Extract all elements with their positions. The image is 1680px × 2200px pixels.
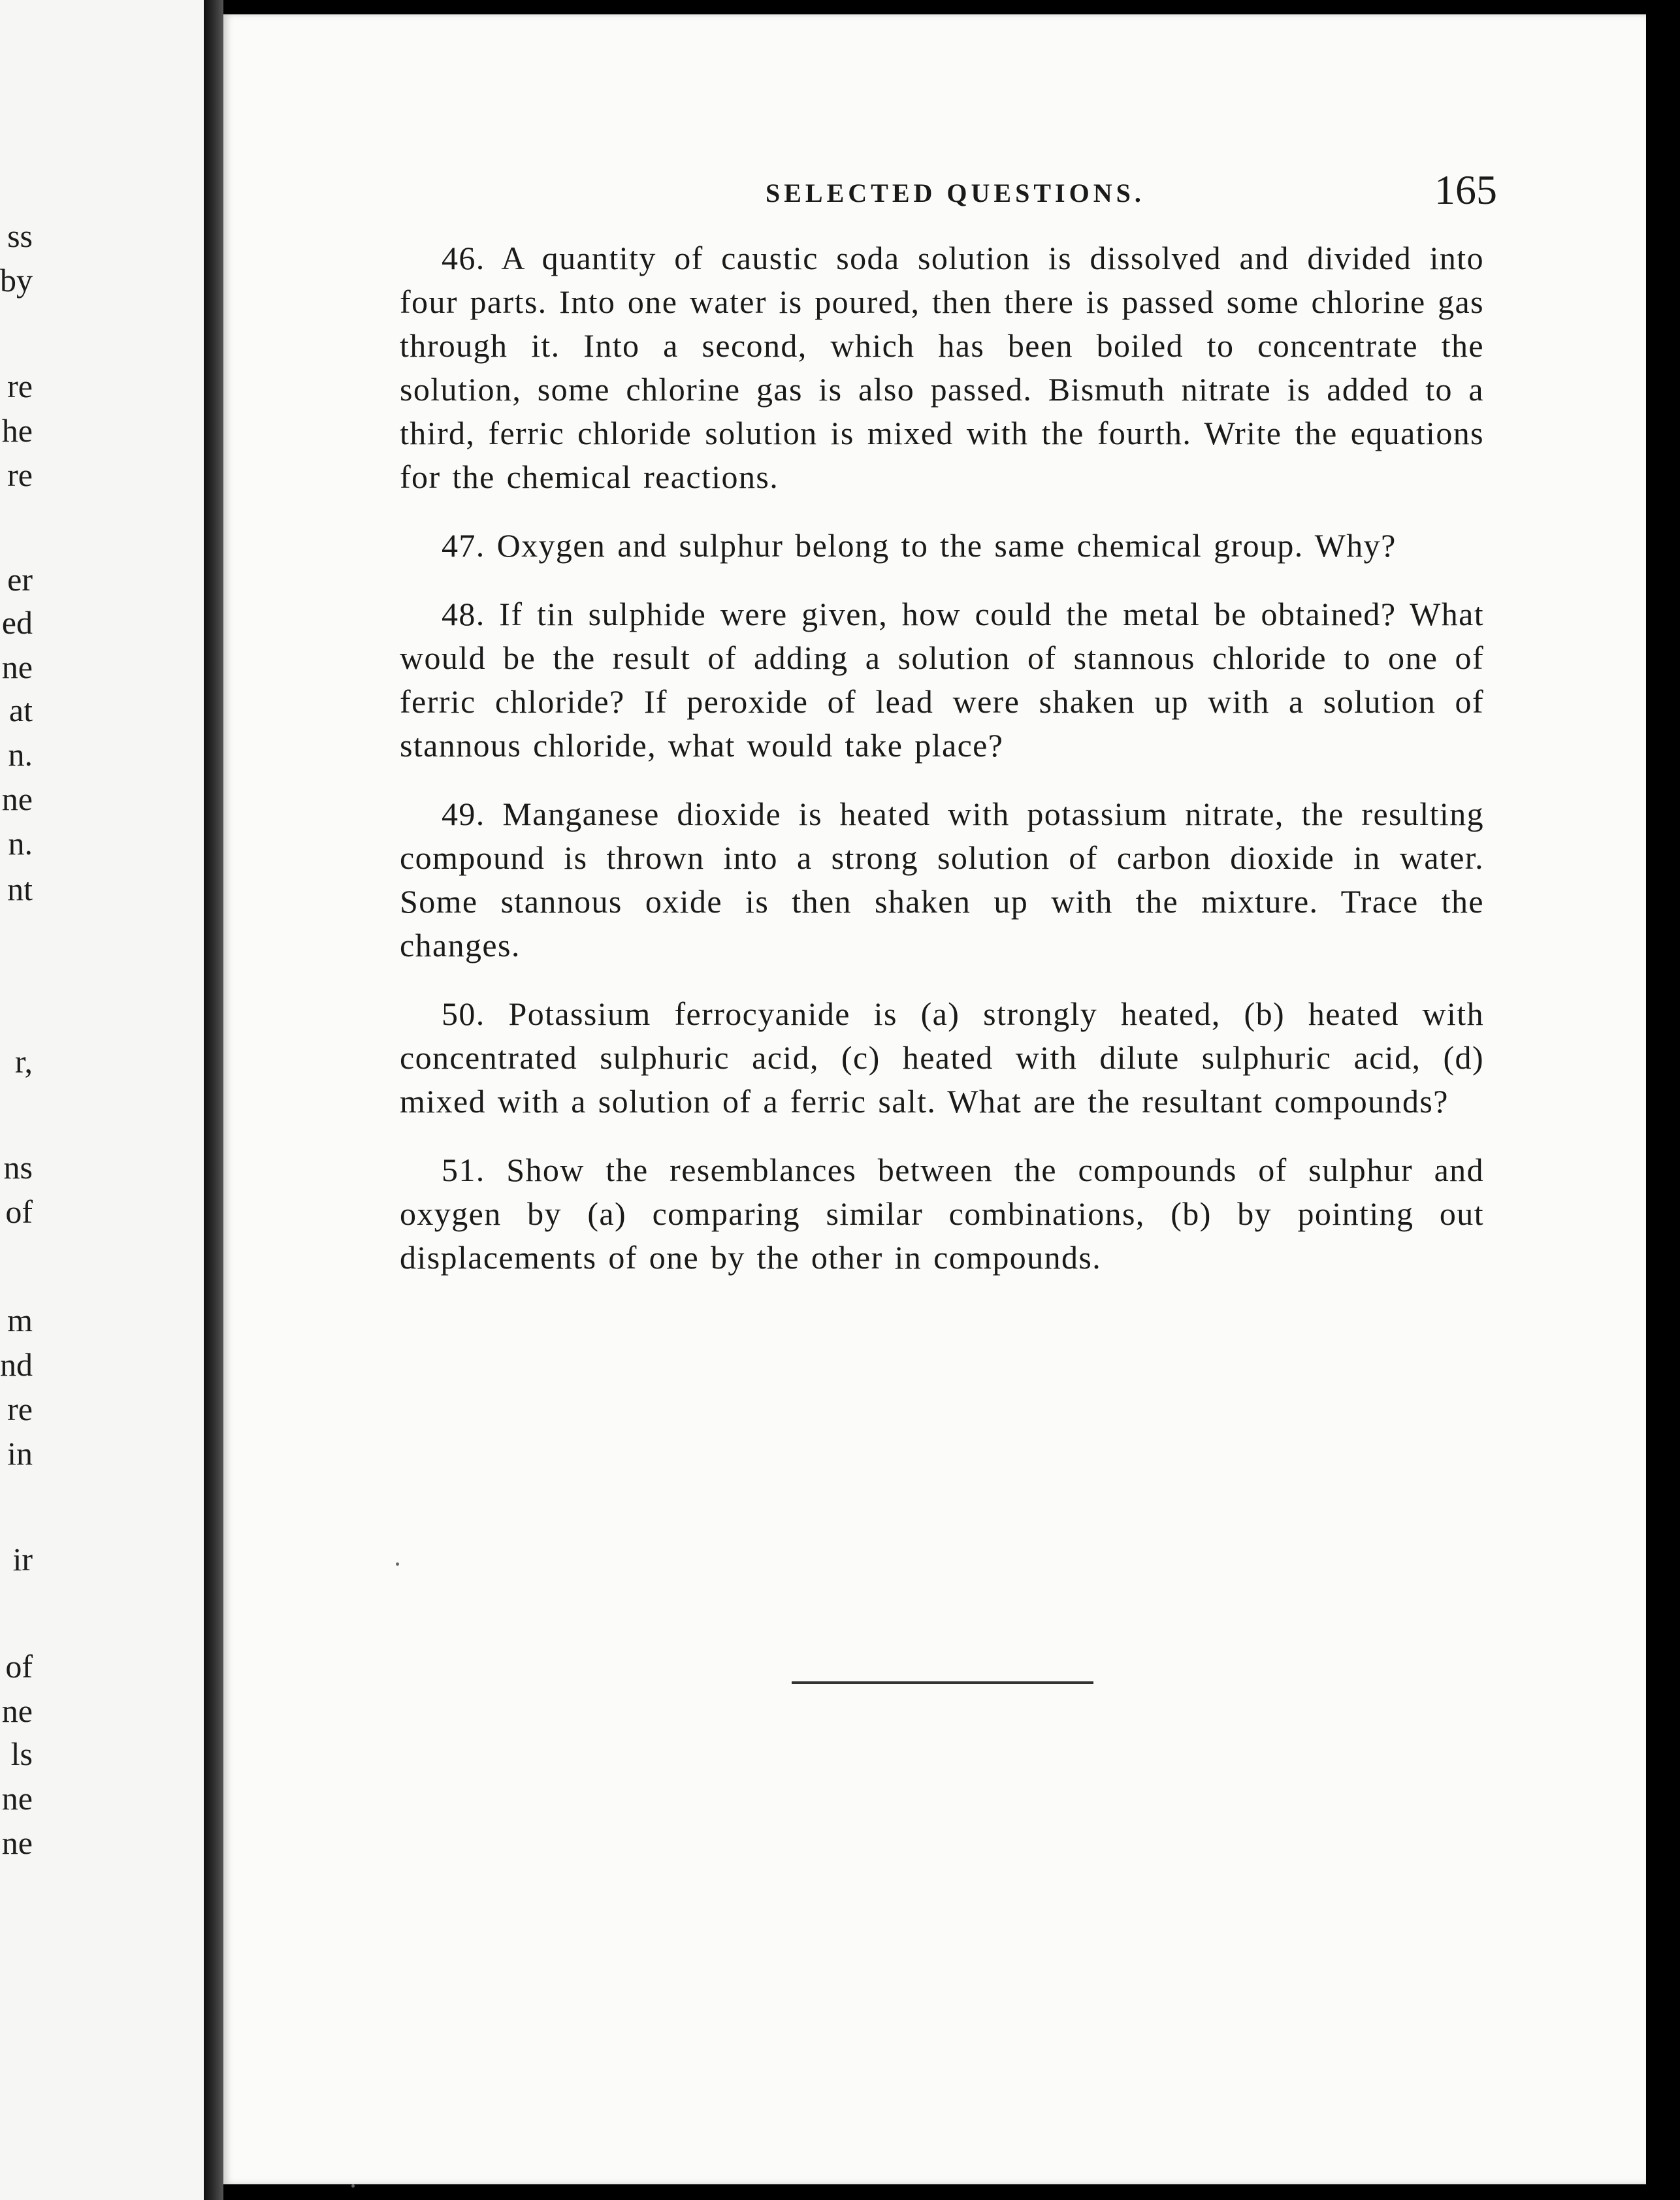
facing-page-fragment: r, bbox=[14, 1043, 33, 1080]
running-head: SELECTED QUESTIONS. bbox=[766, 178, 1145, 208]
page-number: 165 bbox=[1434, 167, 1497, 213]
facing-page-fragment: n. bbox=[8, 825, 33, 862]
facing-page-fragment: ne bbox=[1, 1824, 33, 1861]
book-binding-gutter bbox=[204, 0, 223, 2200]
book-page bbox=[223, 14, 1646, 2184]
question-47: 47. Oxygen and sulphur belong to the same chemical group. Why? bbox=[442, 527, 1397, 564]
page-header bbox=[766, 166, 1497, 212]
facing-page-fragment: nd bbox=[0, 1346, 33, 1383]
facing-page-fragment: ne bbox=[1, 1692, 33, 1729]
question-51: 51. Show the resemblances between the compounds of sulphur and oxygen by (a) comparing similar combinations, (b) by pointing out displacements of one by the other in compounds. bbox=[400, 1152, 1484, 1276]
facing-page-fragment: ne bbox=[1, 1780, 33, 1817]
facing-page-fragment: ns bbox=[3, 1149, 33, 1186]
facing-page-fragment: of bbox=[5, 1648, 33, 1685]
facing-page-fragment: nt bbox=[7, 871, 33, 907]
question-48: 48. If tin sulphide were given, how could the metal be obtained? What would be the result of adding a solution of stannous chloride to one of ferric chloride? If peroxide of lead were shaken up with a solution of stannous chloride, what would take place? bbox=[400, 596, 1484, 764]
facing-page-fragment: n. bbox=[8, 736, 33, 773]
facing-page-fragment: of bbox=[5, 1193, 33, 1230]
facing-page-fragment: m bbox=[7, 1302, 33, 1338]
facing-page-fragment: ls bbox=[10, 1736, 33, 1772]
facing-page-fragment: er bbox=[7, 561, 33, 598]
facing-page-fragment: by bbox=[0, 262, 33, 299]
facing-page-sliver bbox=[0, 0, 204, 2200]
question-49: 49. Manganese dioxide is heated with potassium nitrate, the resulting compound is thrown into a strong solution of carbon dioxide in water. Some stannous oxide is then shaken up with the mixture. Trace the changes. bbox=[400, 796, 1484, 963]
questions-body bbox=[400, 236, 1484, 1304]
question-46: 46. A quantity of caustic soda solution is dissolved and divided into four parts. Into one water is poured, then there is passed some chlorine gas through it. Into a second, which has been boiled to concentrate the solution, some chlorine gas is also passed. Bismuth nitrate is added to a third, ferric chloride solution is mixed with the fourth. Write the equations for the chemical reactions. bbox=[400, 240, 1484, 495]
facing-page-fragment: in bbox=[7, 1435, 33, 1472]
scan-speck bbox=[351, 2184, 355, 2188]
scan-speck bbox=[396, 1562, 399, 1566]
section-end-rule bbox=[792, 1681, 1093, 1684]
facing-page-fragment: at bbox=[8, 692, 33, 728]
facing-page-fragment: ir bbox=[12, 1541, 33, 1577]
question-50: 50. Potassium ferrocyanide is (a) strongly heated, (b) heated with concentrated sulphuric acid, (c) heated with dilute sulphuric acid, (d) mixed with a solution of a ferric salt. What are the resultant compounds? bbox=[400, 995, 1484, 1120]
facing-page-fragment: re bbox=[7, 457, 33, 493]
facing-page-fragment: ne bbox=[1, 781, 33, 817]
facing-page-fragment: he bbox=[1, 412, 33, 449]
facing-page-fragment: re bbox=[7, 368, 33, 404]
facing-page-fragment: re bbox=[7, 1391, 33, 1427]
facing-page-fragment: ss bbox=[7, 218, 33, 254]
facing-page-fragment: ne bbox=[1, 649, 33, 685]
facing-page-fragment: ed bbox=[1, 604, 33, 641]
